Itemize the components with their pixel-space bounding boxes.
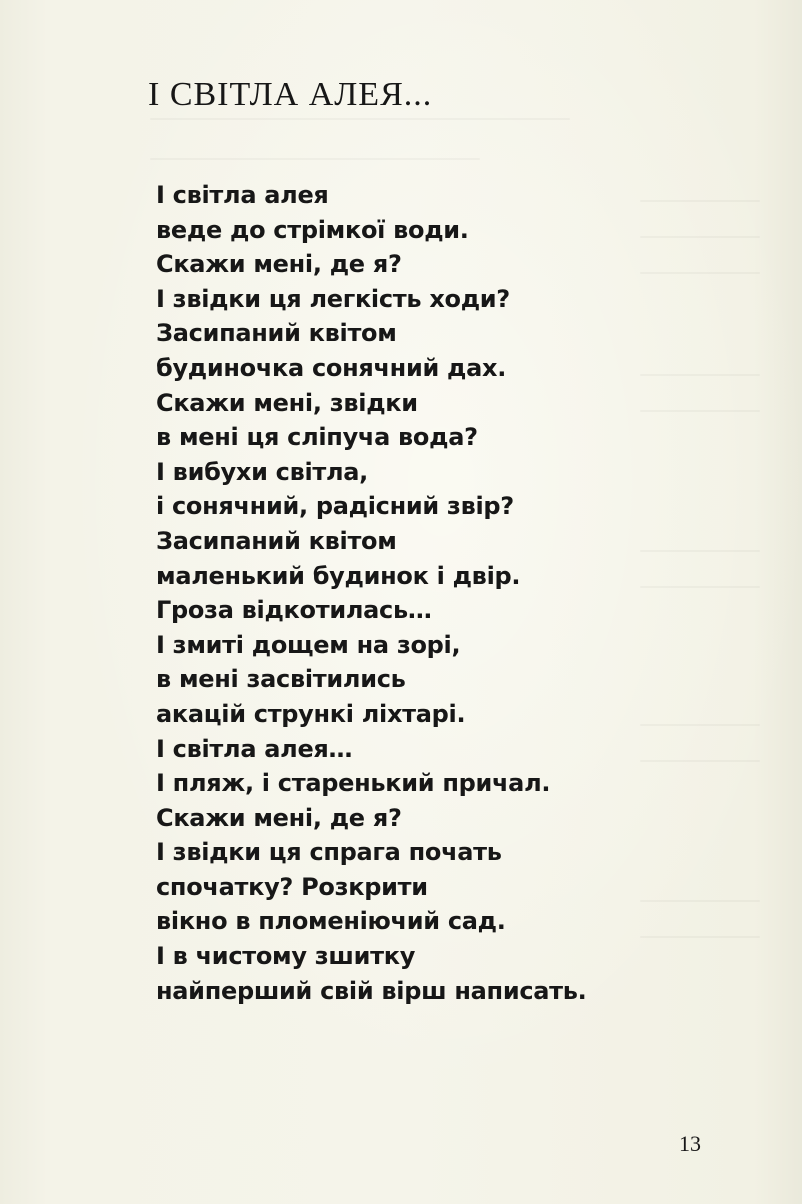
page-number: 13: [679, 1131, 701, 1156]
poem-line: Засипаний квітом: [156, 319, 397, 348]
poem-line: І змиті дощем на зорі,: [156, 630, 461, 659]
poem-line: І звідки ця спрага почать: [156, 838, 502, 867]
poem-line: і сонячний, радісний звір?: [156, 492, 514, 521]
poem-line: І світла алея: [156, 181, 329, 209]
poem-line: в мені засвітились: [156, 665, 406, 694]
poem-line: І світла алея…: [156, 734, 353, 763]
poem-line: І звідки ця легкість ходи?: [156, 284, 510, 313]
poem-line: Гроза відкотилась…: [156, 596, 432, 625]
poem-line: Скажи мені, де я?: [156, 250, 402, 279]
poem-line: будиночка сонячний дах.: [156, 353, 507, 382]
poem-line: І вибухи світла,: [156, 457, 368, 486]
poem-line: спочатку? Розкрити: [156, 872, 428, 901]
poem-line: Скажи мені, де я?: [156, 803, 402, 832]
poem-body: [156, 178, 586, 1008]
poem-line: Скажи мені, звідки: [156, 388, 418, 417]
poem-line: веде до стрімкої води.: [156, 215, 469, 244]
poem-line: І пляж, і старенький причал.: [156, 769, 551, 798]
poem-line: в мені ця сліпуча вода?: [156, 423, 478, 452]
poem-title: І СВІТЛА АЛЕЯ...: [148, 76, 433, 113]
poem-line: І в чистому зшитку: [156, 942, 416, 971]
poem-line: маленький будинок і двір.: [156, 561, 521, 590]
poem-line: вікно в пломеніючий сад.: [156, 907, 506, 936]
poem-line: акацій стрункі ліхтарі.: [156, 699, 466, 728]
poem-line: найперший свій вірш написать.: [156, 976, 587, 1005]
poem-line: Засипаний квітом: [156, 526, 397, 555]
